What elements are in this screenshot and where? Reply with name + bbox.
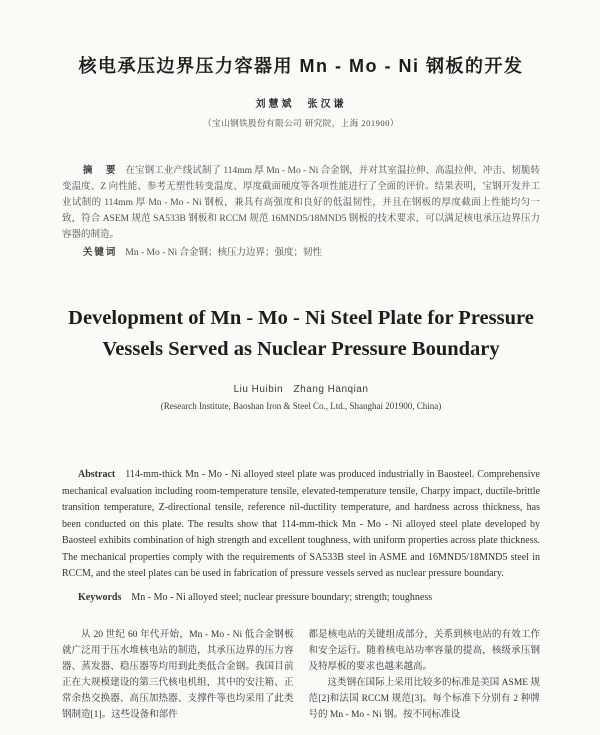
keywords-english-label: Keywords xyxy=(78,591,122,603)
abstract-chinese-label: 摘 要 xyxy=(82,166,118,176)
keywords-english xyxy=(62,590,540,606)
keywords-chinese-label: 关键词 xyxy=(82,248,118,258)
abstract-chinese xyxy=(62,163,540,243)
affiliation-english: (Research Institute, Baoshan Iron & Steel Co., Ltd., Shanghai 201900, China) xyxy=(160,401,442,411)
keywords-chinese-text: Mn - Mo - Ni 合金钢；核压力边界；强度；韧性 xyxy=(125,248,323,258)
authors-chinese: 刘慧斌 张汉谦 xyxy=(255,99,347,110)
body-right-paragraph-2: 这类钢在国际上采用比较多的标准是美国 ASME 规范[2]和法国 RCCM 规范[3]。每个标准下分别有 2 种牌号的 Mn - Mo - Ni 钢。按不同标准设 xyxy=(308,677,540,720)
keywords-english-text: Mn - Mo - Ni alloyed steel; nuclear pressure boundary; strength; toughness xyxy=(131,591,433,603)
affiliation-chinese: （宝山钢铁股份有限公司 研究院，上海 201900） xyxy=(203,118,399,128)
abstract-english-text: 114-mm-thick Mn - Mo - Ni alloyed steel plate was produced industrially in Baosteel. Comprehensive mechanical evaluation including room-temperature tensile, elevated-temperature tensile, Charpy impact, ductile-brittle transition temperature, Z-directional tensile, reference nil-ductility temperature, and hardness across thickness, has been conducted on this plate. The results show that 114-mm-thick Mn - Mo - Ni alloyed steel plate developed by Baosteel exhibits combination of high strength and excellent toughness, with uniform properties across plate thickness. The mechanical properties comply with the requirements of SA533B steel in ASME and 16MND5/18MND5 steel in RCCM, and the steel plates can be used in fabrication of pressure vessels served as nuclear pressure boundary. xyxy=(62,469,540,579)
abstract-english xyxy=(62,467,540,583)
body-column-right xyxy=(309,627,541,723)
body-right-paragraph-1: 都是核电站的关键组成部分，关系到核电站的有效工作和安全运行。随着核电站功率容量的提高，核级承压钢及特厚板的要求也越来越高。 xyxy=(308,629,540,672)
body-columns xyxy=(62,627,540,723)
paper-title-english: Development of Mn - Mo - Ni Steel Plate for Pressure Vessels Served as Nuclear Pressure Boundary xyxy=(68,307,534,360)
body-column-left xyxy=(62,627,294,723)
abstract-english-label: Abstract xyxy=(78,469,116,480)
keywords-chinese xyxy=(62,245,540,261)
abstract-chinese-text: 在宝钢工业产线试制了 114mm 厚 Mn - Mo - Ni 合金钢，并对其室温拉伸、高温拉伸、冲击、韧脆转变温度、Z 向性能、参考无塑性转变温度、厚度截面硬度等各项性能进行了全面的评价。结果表明，宝钢开发并工业试制的 114mm 厚 Mn - Mo - Ni 钢板，兼具有高强度和良好的低温韧性，并且在钢板的厚度截面上性能均匀一致，符合 ASEM 规范 SA533B 钢板和 RCCM 规范 16MND5/18MND5 钢板的技术要求，可以满足核电承压边界压力容器的制造。 xyxy=(62,166,540,240)
body-left-paragraph: 从 20 世纪 60 年代开始，Mn - Mo - Ni 低合金钢板就广泛用于压水堆核电站的制造，其承压边界的压力容器、蒸发器、稳压器等均用到此类低合金钢。我国目前正在大规模建设的第三代核电机组，其中的安注箱、正常余热交换器、高压加热器、支撑件等也均采用了此类钢制造[1]。这些设备和部件 xyxy=(62,629,294,720)
authors-english: Liu Huibin Zhang Hanqian xyxy=(233,384,369,395)
paper-title-chinese: 核电承压边界压力容器用 Mn - Mo - Ni 钢板的开发 xyxy=(78,56,524,76)
